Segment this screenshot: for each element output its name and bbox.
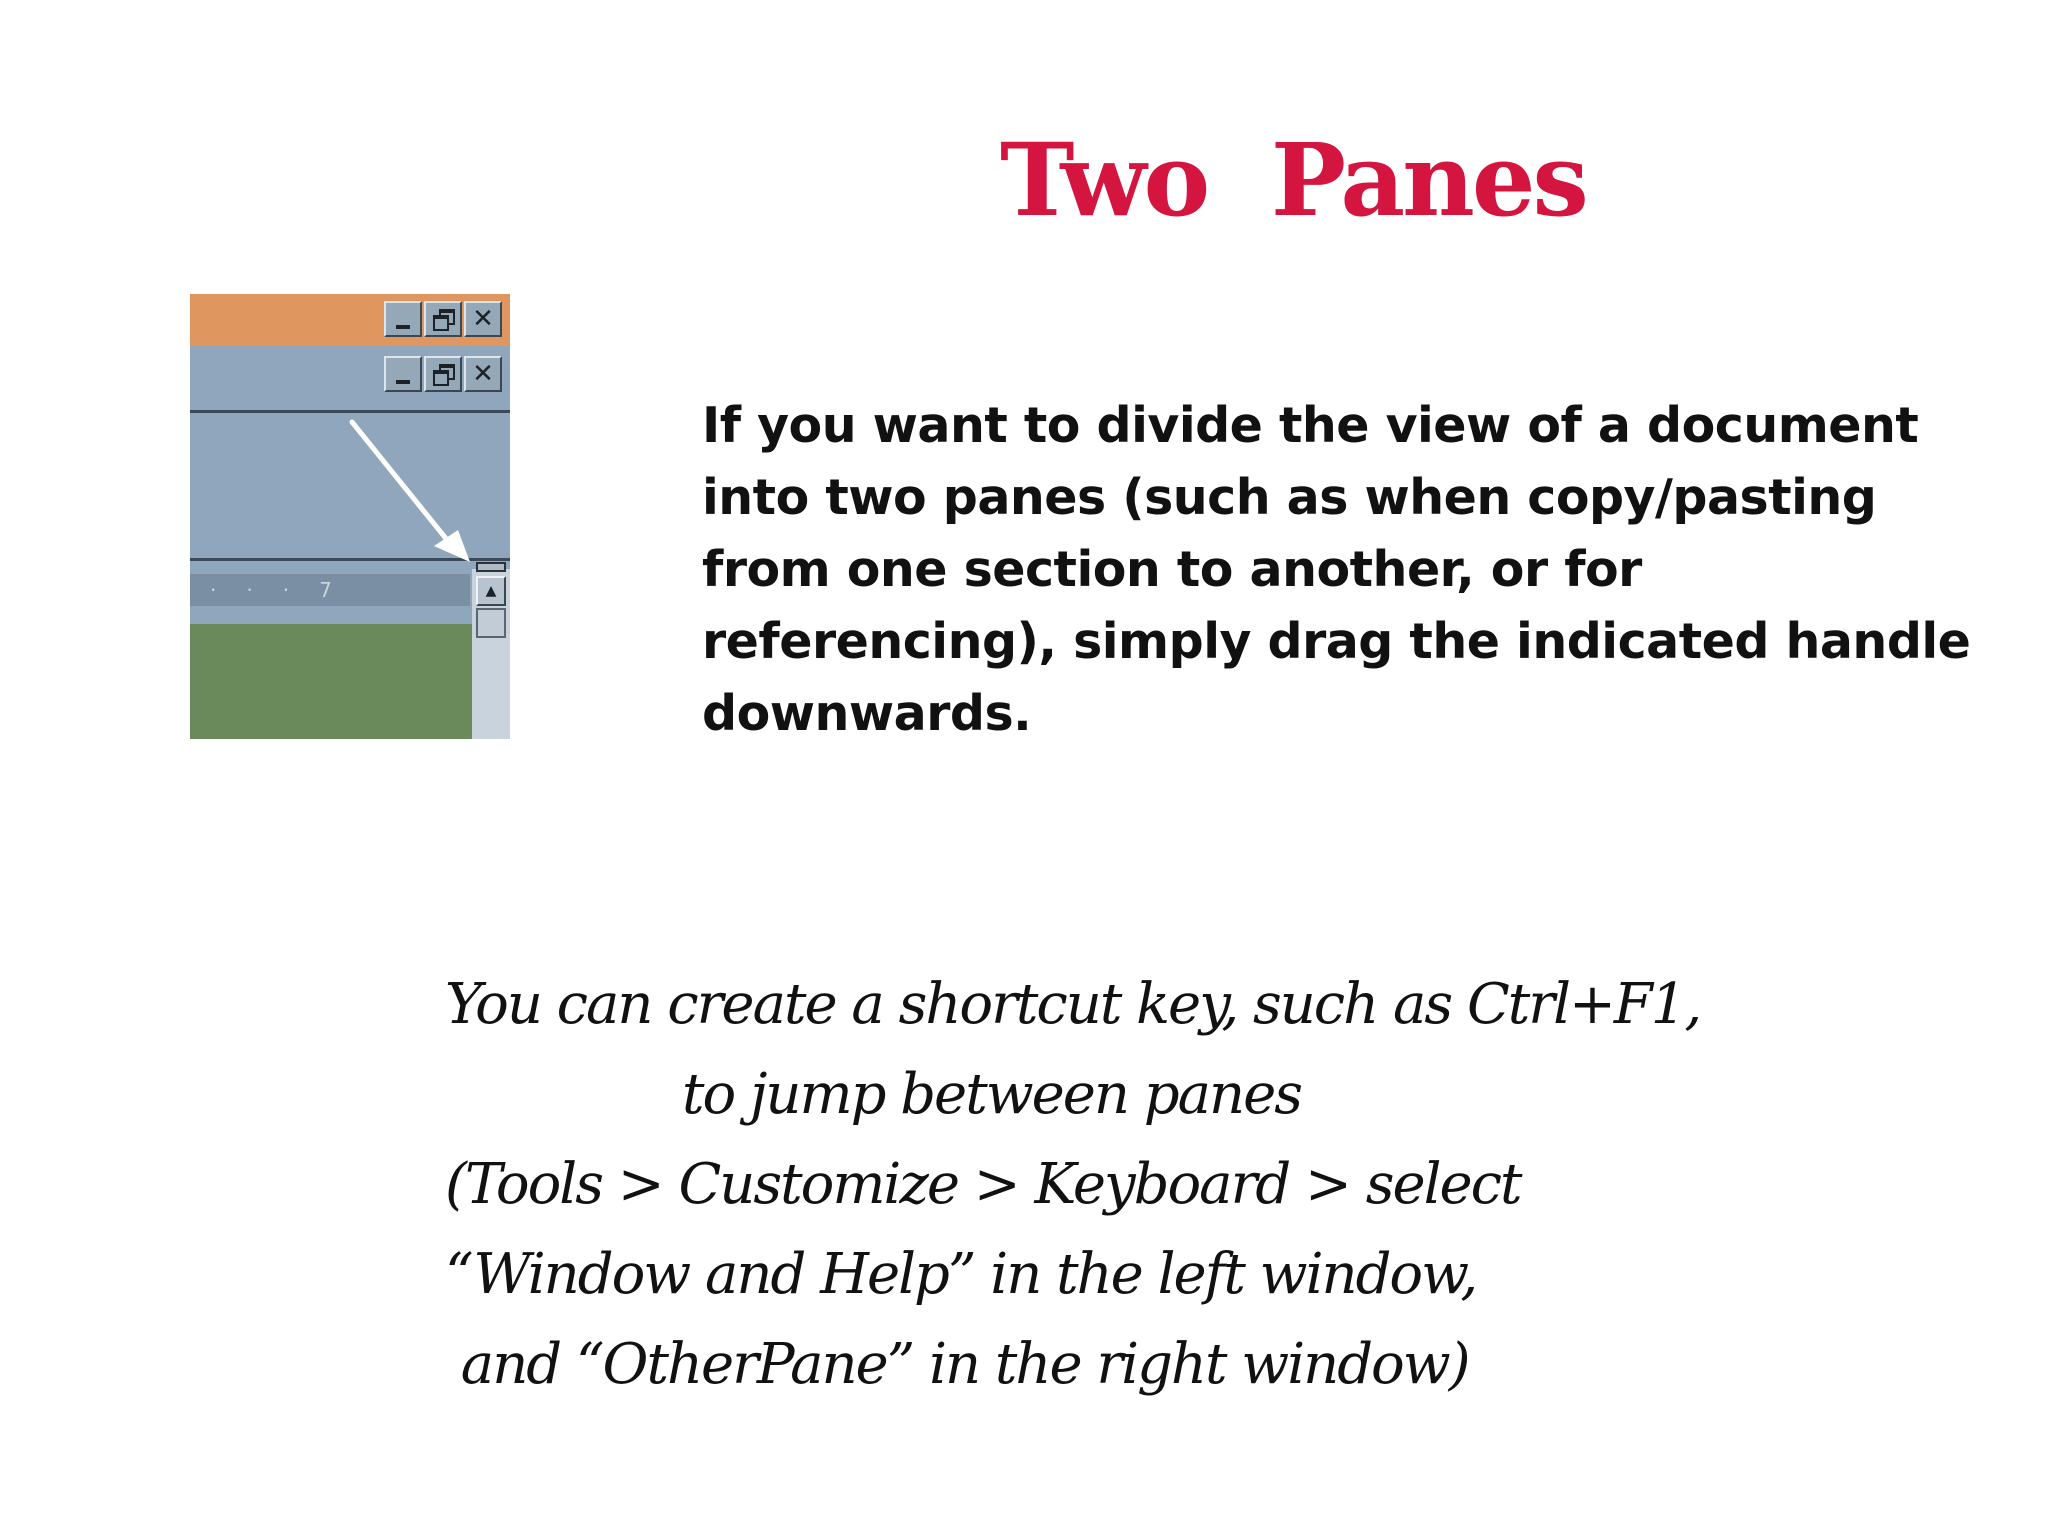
shortcut-tip-text: You can create a shortcut key, such as Ctrl+F1, to jump between panes (Tools > Customize > Keyboard > select “Window and Help” in the left window, and “OtherPane” in the right window) [445,972,1701,1397]
ruler-tick: · [282,578,290,602]
arrow-up-icon: ▲ [485,583,497,599]
ruler-number: 7 [319,578,332,602]
word-window-screenshot [190,294,510,739]
arrow-icon [190,294,510,739]
close-icon: ✕ [472,304,494,334]
ruler-tick: · [210,578,217,602]
close-icon: ✕ [472,359,494,389]
slide-title: Two Panes [1000,121,1586,239]
instructions-text: If you want to divide the view of a document into two panes (such as when copy/pasting from one section to another, or for referencing), simply drag the indicated handle downwards. [702,397,1971,742]
ruler-tick: · [246,578,253,602]
